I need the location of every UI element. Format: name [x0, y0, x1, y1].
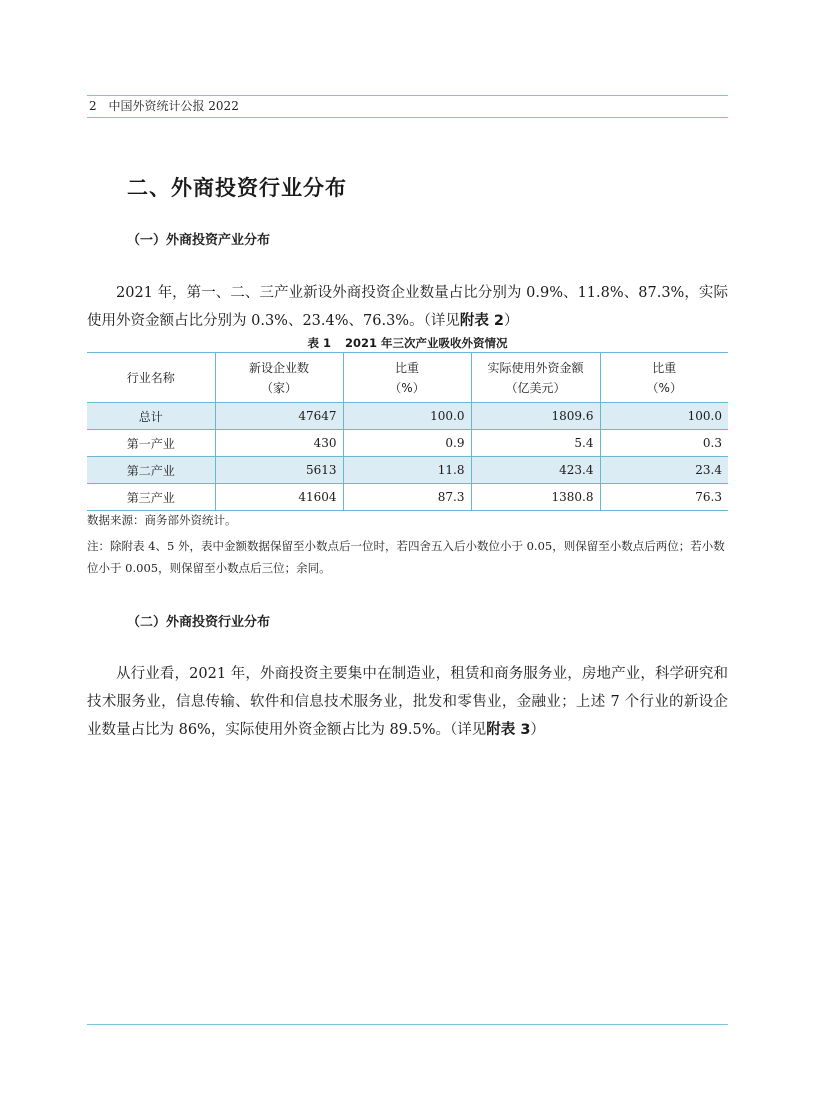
- cell-amount: 5.4: [471, 430, 600, 457]
- table-caption: [87, 335, 728, 351]
- col-header-enterprises: 新设企业数 （家）: [215, 353, 343, 403]
- appendix-table-3-ref[interactable]: 附表 3: [486, 722, 531, 738]
- cell-share-amount: 0.3: [600, 430, 728, 457]
- table-note: 注：除附表 4、5 外，表中金额数据保留至小数点后一位时，若四舍五入后小数位小于 0.05，则保留至小数点后两位；若小数位小于 0.005，则保留至小数点后三位；余同。: [87, 539, 725, 575]
- footer-rule: [87, 1024, 728, 1025]
- cell-amount: 1809.6: [471, 403, 600, 430]
- header-rule-top: [87, 95, 728, 96]
- cell-enterprises: 430: [215, 430, 343, 457]
- table-row-tertiary: [87, 484, 728, 511]
- col-header-share-amount: 比重 （%）: [600, 353, 728, 403]
- cell-share-amount: 23.4: [600, 457, 728, 484]
- table-row-secondary: [87, 457, 728, 484]
- cell-share-enterprises: 0.9: [343, 430, 471, 457]
- cell-enterprises: 41604: [215, 484, 343, 511]
- cell-industry: 第三产业: [87, 484, 215, 511]
- table-header-row: [87, 353, 728, 403]
- appendix-table-2-ref[interactable]: 附表 2: [459, 313, 504, 329]
- cell-amount: 1380.8: [471, 484, 600, 511]
- col-header-share-enterprises: 比重 （%）: [343, 353, 471, 403]
- cell-share-amount: 76.3: [600, 484, 728, 511]
- cell-share-enterprises: 11.8: [343, 457, 471, 484]
- cell-amount: 423.4: [471, 457, 600, 484]
- subsection-2-paragraph: [87, 660, 728, 744]
- table-source: 数据来源：商务部外资统计。: [87, 513, 237, 527]
- fdi-by-industry-table: [87, 352, 728, 511]
- cell-industry: 第二产业: [87, 457, 215, 484]
- cell-enterprises: 47647: [215, 403, 343, 430]
- running-header: [89, 97, 239, 114]
- cell-industry: 总计: [87, 403, 215, 430]
- cell-industry: 第一产业: [87, 430, 215, 457]
- cell-enterprises: 5613: [215, 457, 343, 484]
- paragraph-end: ）: [503, 313, 519, 329]
- subsection-2-title: （二）外商投资行业分布: [127, 615, 271, 630]
- publication-title: 中国外资统计公报 2022: [108, 99, 239, 113]
- cell-share-enterprises: 100.0: [343, 403, 471, 430]
- table-title: 2021 年三次产业吸收外资情况: [345, 336, 508, 350]
- subsection-1-title: （一）外商投资产业分布: [127, 233, 271, 248]
- cell-share-amount: 100.0: [600, 403, 728, 430]
- header-rule-bottom: [87, 117, 728, 118]
- paragraph-text: 2021 年，第一、二、三产业新设外商投资企业数量占比分别为 0.9%、11.8%、87.3%，实际使用外资金额占比分别为 0.3%、23.4%、76.3%。（详见: [87, 285, 728, 329]
- page-number: 2: [89, 99, 97, 113]
- cell-share-enterprises: 87.3: [343, 484, 471, 511]
- paragraph-end: ）: [530, 722, 545, 738]
- col-header-amount: 实际使用外资金额 （亿美元）: [471, 353, 600, 403]
- table-row-primary: [87, 430, 728, 457]
- col-header-industry: 行业名称: [87, 353, 215, 403]
- section-title: 二、外商投资行业分布: [127, 176, 347, 200]
- table-row-total: [87, 403, 728, 430]
- table-number: 表 1: [307, 336, 331, 350]
- paragraph-text: 从行业看，2021 年，外商投资主要集中在制造业，租赁和商务服务业，房地产业，科学研究和技术服务业，信息传输、软件和信息技术服务业，批发和零售业，金融业；上述 7 个行业的新设企业数量占比为 86%，实际使用外资金额占比为 89.5%。（详见: [87, 666, 728, 738]
- subsection-1-paragraph: [87, 279, 728, 335]
